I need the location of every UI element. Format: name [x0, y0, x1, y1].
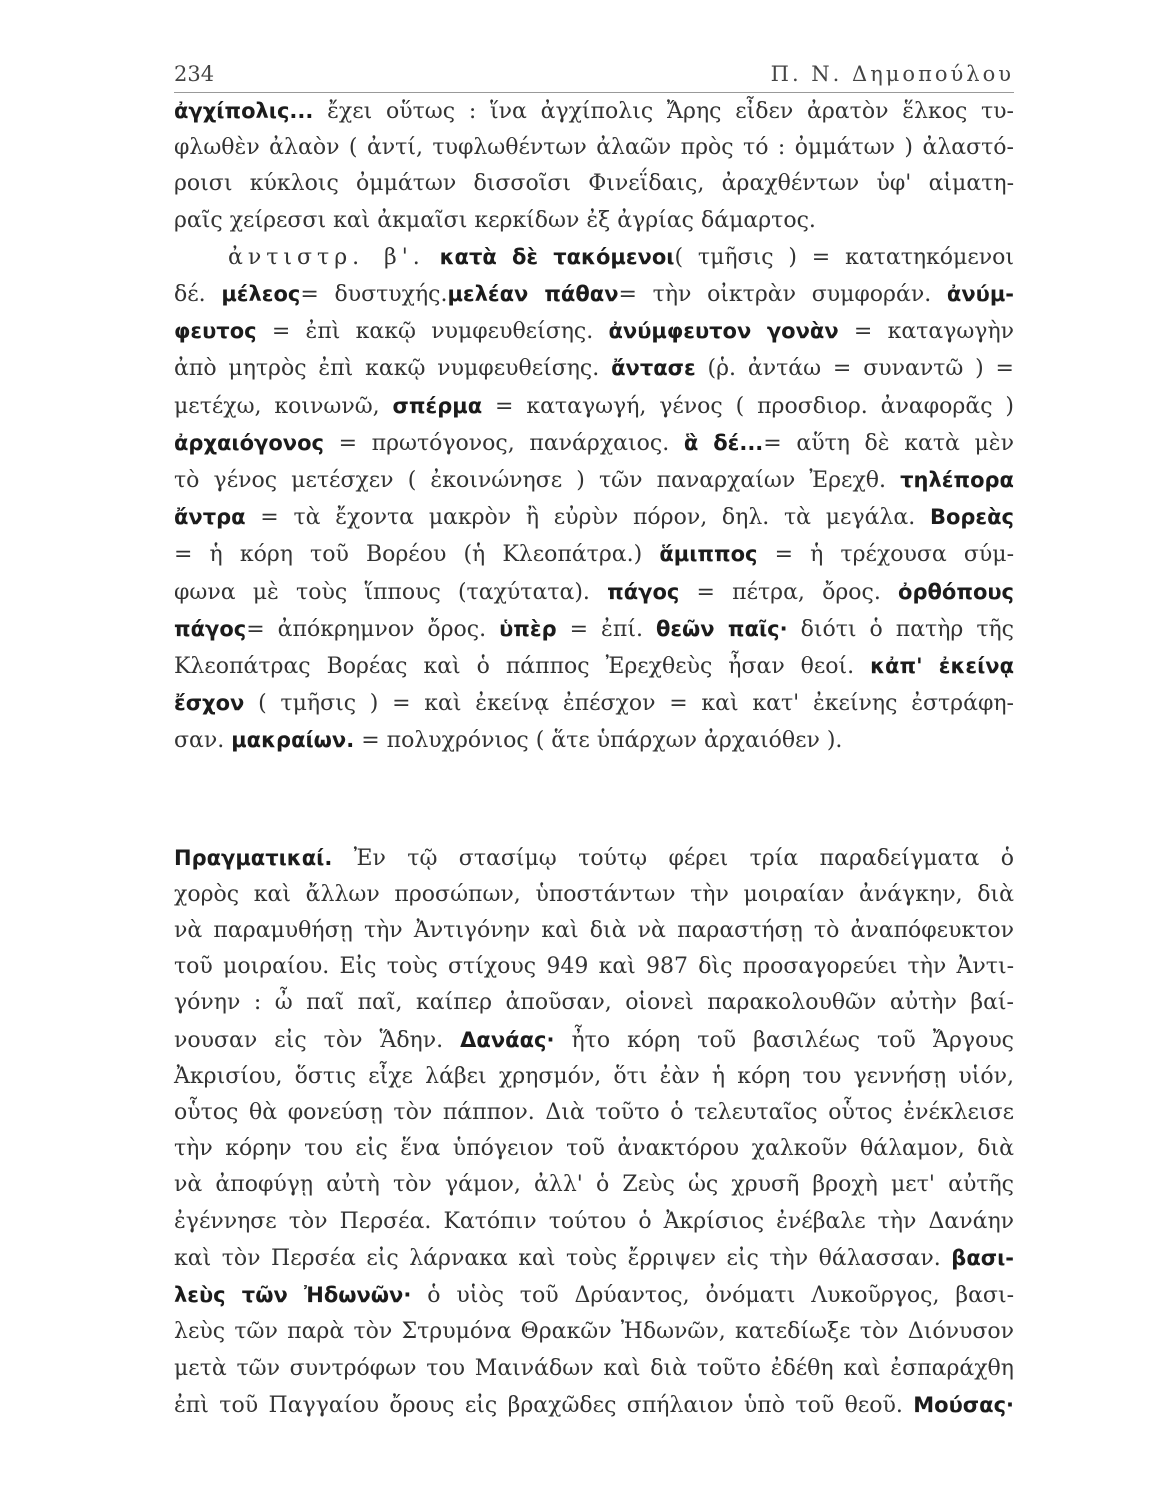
lemma: κατὰ δὲ τακόμενοι: [439, 244, 675, 269]
text-line: Πραγματικαί. Ἐν τῷ στασίμῳ τούτῳ φέρει τρία παραδείγματα ὁ: [174, 845, 1014, 871]
text-line: νουσαν εἰς τὸν Ἅδην. Δανάας· ἦτο κόρη τοῦ βασιλέως τοῦ Ἄργους: [174, 1027, 1015, 1053]
lemma: λεὺς τῶν Ἠδωνῶν·: [174, 1283, 412, 1308]
text-line: γόνην : ὦ παῖ παῖ, καίπερ ἀποῦσαν, οἱονεὶ παρακολουθῶν αὐτὴν βαί-: [174, 990, 1014, 1016]
page-number: 234: [174, 62, 215, 86]
lemma: ἃ δέ...: [683, 430, 764, 455]
text-line: λεὺς τῶν παρὰ τὸν Στρυμόνα Θρακῶν Ἠδωνῶν, κατεδίωξε τὸν Διόνυσον: [174, 1319, 1014, 1345]
text-line: φευτος = ἐπὶ κακῷ νυμφευθείσης. ἀνύμφευτον γονὰν = καταγωγὴν: [174, 319, 1014, 345]
lemma: Μούσας·: [913, 1392, 1014, 1417]
text-line: Ἀκρισίου, ὅστις εἶχε λάβει χρησμόν, ὅτι ἐὰν ἡ κόρη του γεννήσῃ υἱόν,: [174, 1063, 1014, 1089]
text-line: ἀπὸ μητρὸς ἐπὶ κακῷ νυμφευθείσης. ἄντασε (ῥ. ἀντάω = συναντῶ ) =: [174, 356, 1014, 382]
book-page: [174, 62, 1014, 1424]
lemma: σπέρμα: [392, 393, 483, 418]
lemma: μέλεος: [221, 282, 301, 307]
text-line: Κλεοπάτρας Βορέας καὶ ὁ πάππος Ἐρεχθεὺς ἦσαν θεοί. κἀπ' ἐκείνᾳ: [174, 654, 1014, 680]
lemma: Βορεὰς: [929, 505, 1014, 530]
text-line: δέ. μέλεος= δυστυχής.μελέαν πάθαν= τὴν οἰκτρὰν συμφοράν. ἀνύμ-: [174, 282, 1014, 308]
text-line: καὶ τὸν Περσέα εἰς λάρνακα καὶ τοὺς ἔρριψεν εἰς τὴν θάλασσαν. βασι-: [174, 1245, 1014, 1271]
text-line: ραῖς χείρεσσι καὶ ἀκμαῖσι κερκίδων ἐξ ἀγρίας δάμαρτος.: [174, 207, 816, 233]
lemma: ἀνύμφευτον γονὰν: [608, 319, 839, 344]
lemma: βασι-: [951, 1245, 1014, 1270]
lemma: τηλέπορα: [900, 468, 1014, 493]
lemma: φευτος: [174, 319, 257, 344]
running-head-author: Π. Ν. Δημοπούλου: [770, 62, 1014, 86]
text-line: χορὸς καὶ ἄλλων προσώπων, ὑποστάντων τὴν μοιραίαν ἀνάγκην, διὰ: [174, 881, 1014, 907]
commentary-section: [174, 93, 1014, 760]
pragmatikai-section: [174, 840, 1014, 1424]
lemma: Δανάας·: [460, 1027, 555, 1052]
text-line: μετὰ τῶν συντρόφων του Μαινάδων καὶ διὰ τοῦτο ἐδέθη καὶ ἐσπαράχθη: [174, 1355, 1014, 1381]
text-line: ἐπὶ τοῦ Παγγαίου ὄρους εἰς βραχῶδες σπήλαιον ὑπὸ τοῦ θεοῦ. Μούσας·: [174, 1392, 1014, 1418]
text-line: πάγος= ἀπόκρημνον ὄρος. ὑπὲρ = ἐπί. θεῶν παῖς· διότι ὁ πατὴρ τῆς: [174, 616, 1014, 642]
lemma: ἔσχον: [174, 691, 245, 716]
section-heading: Πραγματικαί.: [174, 845, 333, 870]
lemma: ἄντασε: [611, 356, 696, 381]
text-line: λεὺς τῶν Ἠδωνῶν· ὁ υἱὸς τοῦ Δρύαντος, ὀνόματι Λυκοῦργος, βασι-: [174, 1283, 1015, 1309]
lemma: ἅμιππος: [659, 542, 758, 567]
commentary-paragraph: [174, 93, 1014, 760]
text-line: ἀγχίπολις... ἔχει οὕτως : ἵνα ἀγχίπολις Ἄρης εἶδεν ἀρατὸν ἕλκος τυ-: [174, 99, 1014, 124]
strophe-label: ἀντιστρ. β'.: [228, 244, 425, 270]
text-line: ἀντιστρ. β'. κατὰ δὲ τακόμενοι( τμῆσις ) = κατατηκόμενοι: [228, 244, 1014, 270]
text-line: σαν. μακραίων. = πολυχρόνιος ( ἅτε ὑπάρχων ἀρχαιόθεν ).: [174, 728, 843, 754]
text-line: ἔσχον ( τμῆσις ) = καὶ ἐκείνᾳ ἐπέσχον = καὶ κατ' ἐκείνης ἐστράφη-: [174, 691, 1014, 717]
text-line: τοῦ μοιραίου. Εἰς τοὺς στίχους 949 καὶ 987 δὶς προσαγορεύει τὴν Ἀντι-: [174, 954, 1014, 980]
lemma: πάγος: [607, 579, 680, 604]
text-line: φωνα μὲ τοὺς ἵππους (ταχύτατα). πάγος = πέτρα, ὄρος. ὀρθόπους: [174, 579, 1014, 605]
lemma: κἀπ' ἐκείνᾳ: [870, 654, 1014, 679]
running-head: [174, 62, 1014, 93]
text-line: φλωθὲν ἀλαὸν ( ἀντί, τυφλωθέντων ἀλαῶν πρὸς τό : ὀμμάτων ) ἀλαστό-: [174, 135, 1014, 161]
lemma: ἀνύμ-: [946, 282, 1014, 307]
text-line: μετέχω, κοινωνῶ, σπέρμα = καταγωγή, γένος ( προσδιορ. ἀναφορᾶς ): [174, 393, 1014, 419]
text-line: τὴν κόρην του εἰς ἕνα ὑπόγειον τοῦ ἀνακτόρου χαλκοῦν θάλαμον, διὰ: [174, 1136, 1014, 1162]
text-line: ἄντρα = τὰ ἔχοντα μακρὸν ἢ εὐρὺν πόρον, δηλ. τὰ μεγάλα. Βορεὰς: [174, 505, 1014, 531]
lemma: πάγος: [174, 616, 247, 641]
text-line: ροισι κύκλοις ὀμμάτων δισσοῖσι Φινεΐδαις, ἀραχθέντων ὑφ' αἱματη-: [174, 171, 1014, 197]
text-line: τὸ γένος μετέσχεν ( ἐκοινώνησε ) τῶν παναρχαίων Ἐρεχθ. τηλέπορα: [174, 468, 1014, 494]
text-line: ἐγέννησε τὸν Περσέα. Κατόπιν τούτου ὁ Ἀκρίσιος ἐνέβαλε τὴν Δανάην: [174, 1208, 1014, 1234]
lemma: μελέαν πάθαν: [447, 282, 619, 307]
lemma: ἀρχαιόγονος: [174, 430, 324, 455]
lemma: μακραίων.: [231, 728, 355, 753]
text-line: = ἡ κόρη τοῦ Βορέου (ἡ Κλεοπάτρα.) ἅμιππος = ἡ τρέχουσα σύμ-: [174, 542, 1014, 568]
lemma: ἄντρα: [174, 505, 246, 530]
text-line: οὗτος θὰ φονεύσῃ τὸν πάππον. Διὰ τοῦτο ὁ τελευταῖος οὗτος ἐνέκλεισε: [174, 1100, 1014, 1126]
lemma: θεῶν παῖς·: [655, 616, 788, 641]
lemma: ἀγχίπολις...: [174, 99, 314, 123]
text-line: νὰ παραμυθήσῃ τὴν Ἀντιγόνην καὶ διὰ νὰ παραστήσῃ τὸ ἀναπόφευκτον: [174, 918, 1014, 944]
lemma: ὀρθόπους: [898, 579, 1014, 604]
text-line: ἀρχαιόγονος = πρωτόγονος, πανάρχαιος. ἃ δέ...= αὕτη δὲ κατὰ μὲν: [174, 430, 1014, 456]
lemma: ὑπὲρ: [499, 616, 557, 641]
pragmatikai-paragraph: [174, 840, 1014, 1424]
text-line: νὰ ἀποφύγῃ αὐτὴ τὸν γάμον, ἀλλ' ὁ Ζεὺς ὡς χρυσῆ βροχὴ μετ' αὐτῆς: [174, 1172, 1014, 1198]
